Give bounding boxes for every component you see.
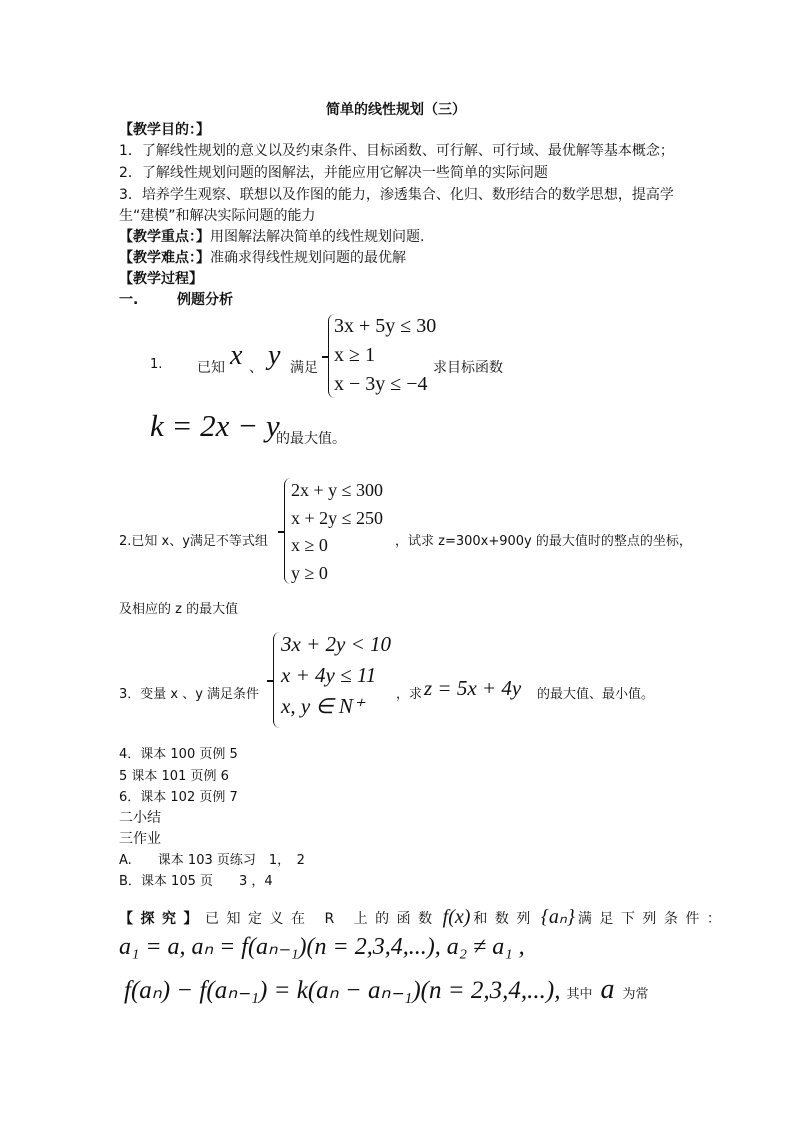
ex2-post: ，试求 z=300x+900y 的最大值时的整点的坐标，	[395, 534, 692, 549]
explore-cond: 满足下列条件：	[577, 911, 729, 927]
explore-and: 和数列	[473, 911, 538, 927]
page-title: 简单的线性规划（三）	[326, 102, 466, 118]
objective-2: 2．了解线性规划问题的图解法，并能应用它解决一些简单的实际问题	[119, 165, 548, 181]
ex1-pre: 已知	[197, 360, 225, 376]
task-3: 6．课本 102 页例 7	[119, 790, 238, 805]
explore-line1	[119, 904, 728, 929]
difficult-point	[119, 247, 406, 267]
ex2-constraint-3: x ≥ 0	[291, 535, 328, 555]
key-point-text: 用图解法解决简单的线性规划问题.	[210, 229, 425, 245]
explore-line3	[124, 974, 648, 1006]
explore-sequence: {aₙ}	[540, 906, 575, 928]
ex3-objective: z = 5x + 4y	[424, 676, 522, 700]
homework-heading: 三作业	[119, 831, 161, 847]
ex3-constraint-2: x + 4y ≤ 11	[281, 663, 377, 687]
objective-3-cont: 生“建模”和解决实际问题的能力	[119, 208, 316, 224]
key-point-label: 【教学重点：】	[119, 229, 210, 245]
explore-function: f(x)	[442, 906, 471, 928]
objectives-heading: 【教学目的：】	[119, 122, 210, 138]
ex1-constraint-3: x − 3y ≤ −4	[334, 373, 428, 395]
ex2-system	[291, 477, 383, 587]
ex1-sep: 、	[249, 360, 263, 376]
ex3-constraint-3: x, y ∈ N⁺	[281, 694, 365, 718]
ex2-brace	[284, 478, 291, 584]
key-point	[119, 226, 424, 246]
difficult-point-text: 准确求得线性规划问题的最优解	[210, 250, 406, 266]
ex1-satisfy: 满足	[290, 360, 318, 376]
ex1-number: 1.	[150, 357, 163, 372]
explore-constant: a	[600, 974, 615, 1005]
ex1-var-y: y	[268, 340, 281, 371]
objective-1: 1．了解线性规划的意义以及约束条件、目标函数、可行解、可行域、最优解等基本概念；	[119, 143, 674, 159]
homework-a: A. 课本 103 页练习 1， 2	[119, 853, 305, 868]
ex3-constraint-1: 3x + 2y < 10	[281, 632, 391, 656]
explore-equation: f(aₙ) − f(aₙ₋₁) = k(aₙ − aₙ₋₁)(n = 2,3,4,...),	[124, 977, 561, 1004]
ex2-pre: 2.已知 x、y满足不等式组	[119, 534, 268, 549]
ex3-tail: 的最大值、最小值。	[537, 687, 655, 702]
process-heading: 【教学过程】	[119, 271, 203, 287]
ex3-mid: ，求	[396, 687, 423, 702]
difficult-point-label: 【教学难点：】	[119, 250, 210, 266]
explore-line2: a₁ = a, aₙ = f(aₙ₋₁)(n = 2,3,4,...), a₂ ≠ a₁ ,	[119, 934, 525, 960]
ex1-constraint-2: x ≥ 1	[334, 344, 375, 366]
explore-text: 已知定义在 R 上的函数	[205, 911, 440, 927]
objective-3: 3．培养学生观察、联想以及作图的能力，渗透集合、化归、数形结合的数学思想，提高学	[119, 187, 674, 203]
ex1-constraint-1: 3x + 5y ≤ 30	[334, 315, 437, 337]
ex1-tail: 的最大值。	[276, 431, 346, 447]
ex1-post: 求目标函数	[433, 360, 503, 376]
ex3-system	[281, 629, 391, 722]
ex2-line2: 及相应的 z 的最大值	[119, 602, 239, 617]
ex2-constraint-4: y ≥ 0	[291, 562, 328, 583]
explore-where: 其中	[566, 987, 593, 1002]
homework-b: B．课本 105 页 3 ，4	[119, 874, 273, 889]
explore-label: 【探究】	[119, 911, 205, 927]
ex1-system	[334, 312, 436, 399]
ex2-constraint-2: x + 2y ≤ 250	[291, 507, 384, 528]
section1-title: 例题分析	[177, 292, 233, 308]
ex1-objective: k = 2x − y	[150, 408, 280, 443]
ex3-brace	[273, 632, 280, 728]
ex3-pre: 3．变量 x 、y 满足条件	[119, 687, 260, 702]
section1-number: 一.	[119, 292, 139, 308]
ex1-var-x: x	[230, 340, 243, 371]
task-1: 4．课本 100 页例 5	[119, 747, 238, 762]
ex2-constraint-1: 2x + y ≤ 300	[291, 480, 384, 500]
explore-tail: 为常	[622, 987, 649, 1002]
task-2: 5 课本 101 页例 6	[119, 769, 229, 784]
summary-heading: 二小结	[119, 810, 161, 826]
